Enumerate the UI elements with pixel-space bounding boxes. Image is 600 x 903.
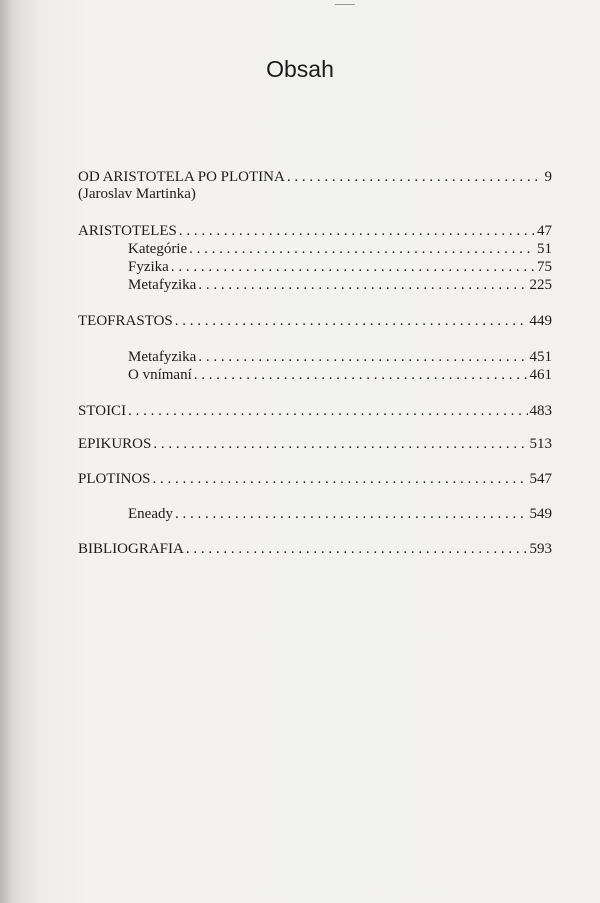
toc-entry (78, 402, 552, 420)
toc-subentry (128, 258, 552, 276)
toc-entry (78, 312, 552, 330)
toc-subentry (128, 505, 552, 523)
toc-subentry (128, 240, 552, 258)
entry-page: 449 (529, 313, 552, 329)
entry-label: O vnímaní (128, 367, 192, 383)
entry-page: 75 (537, 259, 552, 275)
page-title: Obsah (266, 56, 334, 82)
toc-entry (78, 540, 552, 558)
entry-page: 451 (529, 349, 552, 365)
dot-leader (198, 276, 527, 294)
entry-page: 593 (529, 541, 552, 557)
toc-entry (78, 435, 552, 453)
entry-label: Eneady (128, 506, 173, 522)
dot-leader (287, 168, 543, 186)
dot-leader (153, 435, 527, 453)
dot-leader (186, 540, 528, 558)
entry-page: 513 (529, 436, 552, 452)
dot-leader (153, 470, 528, 488)
dot-leader (128, 402, 527, 420)
toc-entry (78, 222, 552, 240)
entry-label: OD ARISTOTELA PO PLOTINA (78, 169, 285, 185)
entry-page: 51 (537, 241, 552, 257)
entry-page: 549 (529, 506, 552, 522)
toc-entry (78, 470, 552, 488)
dot-leader (198, 348, 527, 366)
entry-label: EPIKUROS (78, 436, 152, 452)
dot-leader (179, 222, 535, 240)
entry-label: ARISTOTELES (78, 223, 177, 239)
dot-leader (194, 366, 528, 384)
entry-label: PLOTINOS (78, 471, 151, 487)
entry-page: 547 (529, 471, 552, 487)
toc-subentry (128, 366, 552, 384)
toc-entry (78, 168, 552, 186)
toc-subentry (128, 276, 552, 294)
dot-leader (175, 505, 528, 523)
page-edge-mark (335, 0, 355, 5)
entry-author: (Jaroslav Martinka) (78, 186, 196, 202)
dot-leader (175, 312, 528, 330)
entry-label: STOICI (78, 403, 127, 419)
entry-label: TEOFRASTOS (78, 313, 173, 329)
entry-label: Metafyzika (128, 349, 197, 365)
entry-page: 225 (529, 277, 552, 293)
dot-leader (189, 240, 535, 258)
entry-label: Metafyzika (128, 277, 197, 293)
entry-page: 47 (537, 223, 552, 239)
entry-label: Kategórie (128, 241, 188, 257)
entry-label: BIBLIOGRAFIA (78, 541, 184, 557)
dot-leader (171, 258, 535, 276)
entry-page: 461 (529, 367, 552, 383)
entry-page: 483 (529, 403, 552, 419)
toc-subentry (128, 348, 552, 366)
entry-label: Fyzika (128, 259, 169, 275)
entry-page: 9 (544, 169, 552, 185)
